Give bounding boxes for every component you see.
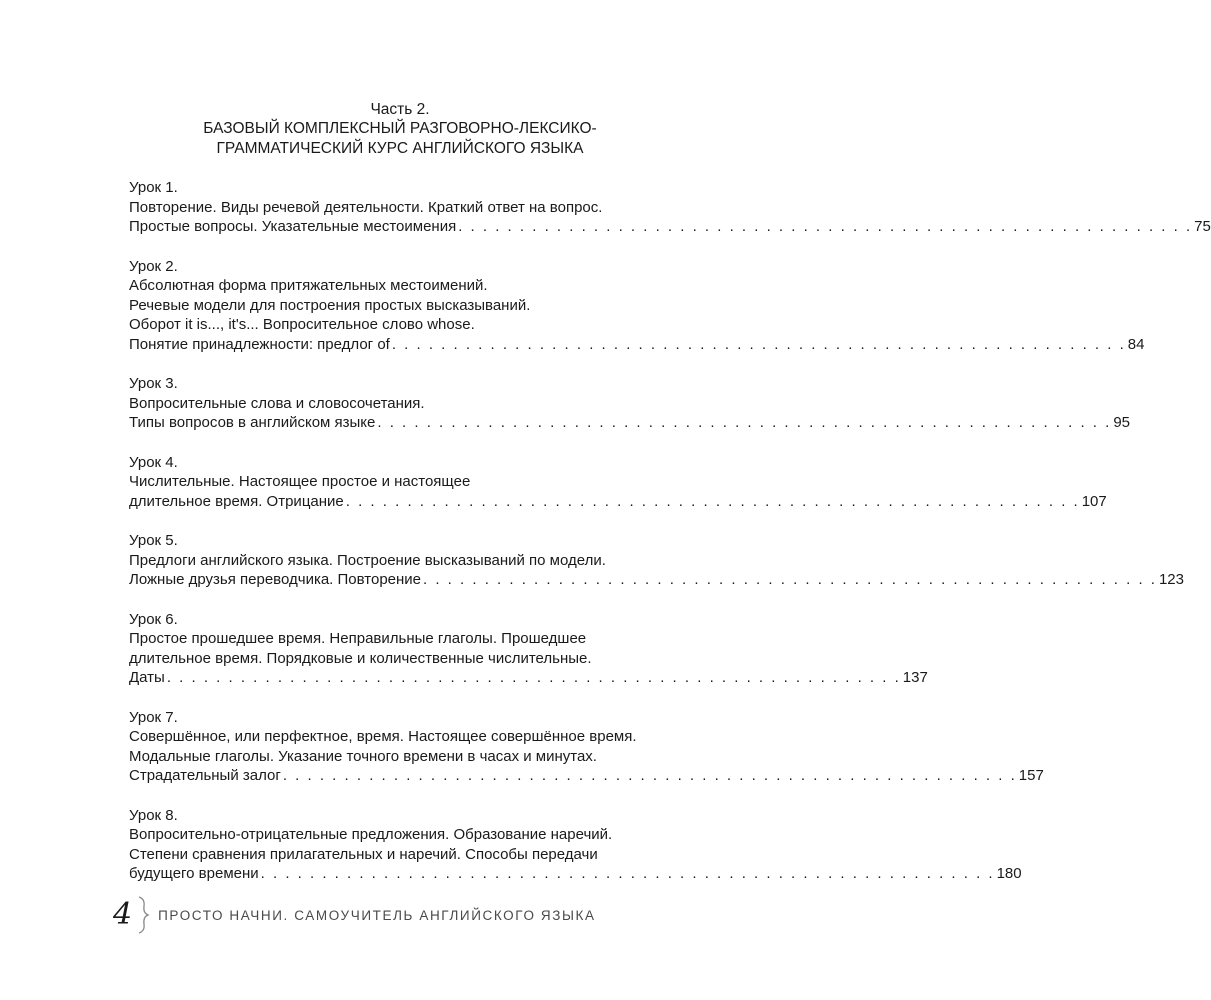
page-reference: 75 <box>1194 218 1211 235</box>
lesson-description-line: Повторение. Виды речевой деятельности. Краткий ответ на вопрос. <box>129 198 603 216</box>
page-reference: 123 <box>1158 571 1184 588</box>
book-title: ПРОСТО НАЧНИ. САМОУЧИТЕЛЬ АНГЛИЙСКОГО ЯЗЫКА <box>158 907 596 923</box>
lesson-description-line: будущего времени <box>129 865 259 882</box>
lesson-description-line: Числительные. Настоящее простое и настоящее <box>129 473 471 490</box>
toc-leader-line <box>129 668 928 688</box>
dot-leader: . . . . . . . . . . . . . . . . . . . . . . . . . . . . . . . . . . . . . . . . . . . . . . . . . . . . . . . . . . . . <box>282 767 1017 784</box>
toc-leader-line <box>129 492 1107 512</box>
lesson-description-line: Простое прошедшее время. Неправильные глаголы. Прошедшее <box>129 630 587 647</box>
page-reference: 137 <box>902 669 928 686</box>
lesson-description-line: Вопросительные слова и словосочетания. <box>129 394 425 412</box>
page-reference: 107 <box>1081 492 1107 510</box>
lesson-heading: Урок 2. <box>129 257 178 275</box>
dot-leader: . . . . . . . . . . . . . . . . . . . . . . . . . . . . . . . . . . . . . . . . . . . . . . . . . . . . . . . . . . . . <box>391 335 1126 353</box>
toc-leader-line <box>129 217 1211 237</box>
dot-leader: . . . . . . . . . . . . . . . . . . . . . . . . . . . . . . . . . . . . . . . . . . . . . . . . . . . . . . . . . . . . <box>166 669 901 686</box>
part-label: Часть 2. <box>370 101 430 118</box>
lesson-description-line: длительное время. Порядковые и количественные числительные. <box>129 649 592 667</box>
lesson-description-line: Оборот it is..., it's... Вопросительное слово whose. <box>129 316 475 333</box>
dot-leader: . . . . . . . . . . . . . . . . . . . . . . . . . . . . . . . . . . . . . . . . . . . . . . . . . . . . . . . . . . . . <box>377 414 1112 431</box>
lesson-description-line: Совершённое, или перфектное, время. Настоящее совершённое время. <box>129 728 637 745</box>
lesson-description-line: Предлоги английского языка. Построение высказываний по модели. <box>129 551 606 569</box>
toc-entry <box>129 610 928 688</box>
page-footer <box>113 895 596 935</box>
page-number: 4 <box>113 897 133 932</box>
lesson-description-line: Даты <box>129 669 165 686</box>
part-title-line-1: БАЗОВЫЙ КОМПЛЕКСНЫЙ РАЗГОВОРНО-ЛЕКСИКО- <box>203 120 597 137</box>
page-reference: 180 <box>996 865 1022 882</box>
lesson-description-line: Ложные друзья переводчика. Повторение <box>129 571 422 588</box>
toc-leader-line <box>129 766 1044 786</box>
toc-leader-line <box>129 413 1130 433</box>
lesson-heading: Урок 4. <box>129 453 178 471</box>
toc-entry <box>129 708 1044 786</box>
dot-leader: . . . . . . . . . . . . . . . . . . . . . . . . . . . . . . . . . . . . . . . . . . . . . . . . . . . . . . . . . . . . <box>345 492 1080 510</box>
page-header <box>0 100 800 159</box>
toc-entry <box>129 531 1184 590</box>
page-reference: 95 <box>1113 414 1130 431</box>
lesson-description-line: Типы вопросов в английском языке <box>129 414 376 431</box>
dot-leader: . . . . . . . . . . . . . . . . . . . . . . . . . . . . . . . . . . . . . . . . . . . . . . . . . . . . . . . . . . . . <box>260 865 995 882</box>
lesson-description-line: Степени сравнения прилагательных и наречий. Способы передачи <box>129 845 598 863</box>
lesson-heading: Урок 1. <box>129 179 178 196</box>
brace-ornament-icon <box>136 896 150 934</box>
lesson-description-line: Понятие принадлежности: предлог of <box>129 335 390 353</box>
table-of-contents <box>129 178 1211 904</box>
lesson-heading: Урок 6. <box>129 610 178 628</box>
toc-entry <box>129 178 1211 237</box>
page-reference: 84 <box>1127 335 1145 353</box>
part-title-line-2: ГРАММАТИЧЕСКИЙ КУРС АНГЛИЙСКОГО ЯЗЫКА <box>216 140 584 157</box>
lesson-heading: Урок 8. <box>129 806 178 824</box>
lesson-description-line: Абсолютная форма притяжательных местоимений. <box>129 277 488 294</box>
lesson-heading: Урок 5. <box>129 532 178 549</box>
page-reference: 157 <box>1018 767 1044 784</box>
lesson-description-line: Страдательный залог <box>129 767 281 784</box>
dot-leader: . . . . . . . . . . . . . . . . . . . . . . . . . . . . . . . . . . . . . . . . . . . . . . . . . . . . . . . . . . . . <box>423 571 1157 588</box>
lesson-heading: Урок 7. <box>129 708 178 726</box>
lesson-heading: Урок 3. <box>129 375 178 392</box>
toc-leader-line <box>129 335 1145 355</box>
lesson-description-line: Модальные глаголы. Указание точного времени в часах и минутах. <box>129 747 597 765</box>
toc-entry <box>129 257 1145 355</box>
lesson-description-line: Простые вопросы. Указательные местоимения <box>129 218 457 235</box>
toc-entry <box>129 453 1107 512</box>
dot-leader: . . . . . . . . . . . . . . . . . . . . . . . . . . . . . . . . . . . . . . . . . . . . . . . . . . . . . . . . . . . . <box>458 218 1193 235</box>
toc-entry <box>129 374 1130 433</box>
toc-leader-line <box>129 864 1022 884</box>
toc-leader-line <box>129 570 1184 590</box>
toc-entry <box>129 806 1022 884</box>
lesson-description-line: длительное время. Отрицание <box>129 492 344 510</box>
lesson-description-line: Вопросительно-отрицательные предложения. Образование наречий. <box>129 826 613 843</box>
lesson-description-line: Речевые модели для построения простых высказываний. <box>129 296 531 314</box>
